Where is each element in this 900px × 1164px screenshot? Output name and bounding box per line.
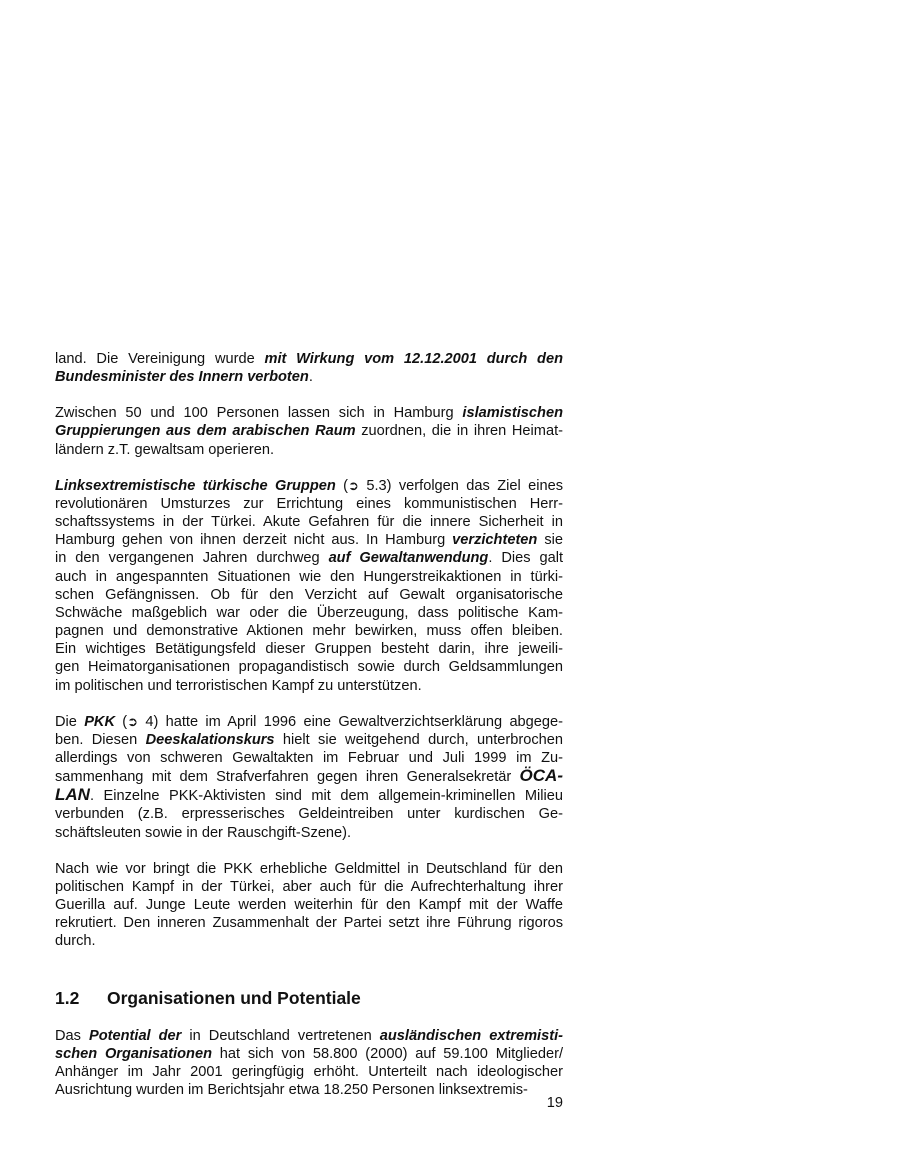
text-run: Zwischen 50 und 100 Personen lassen sich in bbox=[55, 405, 394, 422]
text-run: Schwäche maßgeblich war oder die Überzeugung, dass politische Kam- bbox=[55, 604, 563, 621]
text-run: zuordnen, die in ihren Heimat- bbox=[355, 423, 563, 440]
text-run: in Deutschland vertretenen bbox=[181, 1027, 380, 1044]
text-run: hielt sie weitgehend durch, unterbrochen bbox=[274, 731, 563, 748]
text-run: 4) hatte im April 1996 eine Gewaltverzichtserklärung abgege- bbox=[138, 713, 563, 730]
cross-reference-arrow-icon: ➲ bbox=[348, 477, 359, 493]
text-run: . bbox=[308, 369, 313, 386]
text-line bbox=[55, 805, 563, 823]
text-run: Hamburg bbox=[393, 405, 454, 422]
text-line bbox=[55, 549, 563, 567]
text-run: Anhänger im Jahr 2001 geringfügig erhöht. Unterteilt nach ideologischer bbox=[55, 1063, 563, 1080]
text-run: mit Wirkung vom 12.12.2001 durch den bbox=[264, 351, 563, 367]
text-line bbox=[55, 932, 563, 950]
text-run: schäftsleuten sowie in der Rauschgift-Szene). bbox=[55, 824, 352, 841]
text-line bbox=[55, 368, 563, 386]
text-run: auch in angespannten Situationen wie den Hungerstreikaktionen in türki- bbox=[55, 568, 563, 585]
text-run: Linksextremistische türkische Gruppen bbox=[55, 477, 336, 494]
text-run: sammenhang mit dem Strafverfahren gegen ihren Generalsekretär bbox=[55, 769, 520, 786]
text-run: verbunden (z.B. erpresserisches Geldeintreiben unter kurdischen Ge- bbox=[55, 806, 563, 823]
text-run: revolutionären Umsturzes zur Errichtung eines kommunistischen Herr- bbox=[55, 495, 563, 512]
body-text bbox=[55, 350, 563, 1117]
section-heading bbox=[55, 987, 563, 1009]
text-run: land. Die Vereinigung wurde bbox=[55, 351, 265, 367]
text-line bbox=[55, 1027, 563, 1045]
text-run: ( bbox=[115, 713, 128, 730]
text-line bbox=[55, 350, 563, 368]
text-run: . Dies galt bbox=[488, 550, 564, 567]
text-run: ausländischen extremisti- bbox=[379, 1027, 563, 1044]
text-run: Guerilla auf. Junge Leute werden weiterhin für den Kampf mit der Waffe bbox=[55, 897, 563, 914]
text-run: Ausrichtung wurden im Berichtsjahr etwa 18.250 Personen linksextremis- bbox=[55, 1082, 528, 1098]
text-line bbox=[55, 441, 563, 459]
text-line bbox=[55, 422, 563, 440]
paragraph-group bbox=[55, 1027, 563, 1100]
text-run: verzichteten bbox=[452, 532, 538, 549]
text-line bbox=[55, 713, 563, 731]
text-run: pagnen und demonstrative Aktionen mehr bewirken, muss offen bleiben. bbox=[55, 623, 563, 640]
text-line bbox=[55, 677, 563, 695]
paragraph bbox=[55, 350, 563, 386]
text-run: Gruppierungen aus dem arabischen Raum bbox=[55, 423, 356, 440]
text-run: rekrutiert. Den inneren Zusammenhalt der Partei setzt ihre Führung rigoros bbox=[55, 915, 563, 932]
text-run: im politischen und terroristischen Kampf zu unterstützen. bbox=[55, 677, 422, 694]
text-line bbox=[55, 658, 563, 676]
text-run: allerdings von schweren Gewaltakten im Februar und Juli 1999 im Zu- bbox=[55, 749, 563, 766]
text-run: politischen Kampf in der Türkei, aber auch für die Aufrechterhaltung ihrer bbox=[55, 878, 563, 895]
text-run: ( bbox=[335, 477, 349, 494]
text-run: ländern z.T. gewaltsam operieren. bbox=[55, 441, 275, 458]
text-run: Hamburg bbox=[55, 532, 116, 549]
text-line bbox=[55, 1045, 563, 1063]
text-line bbox=[55, 824, 563, 842]
text-run: in den vergangenen Jahren durchweg bbox=[55, 550, 329, 567]
text-line bbox=[55, 586, 563, 604]
paragraph bbox=[55, 477, 563, 695]
text-line bbox=[55, 860, 563, 878]
text-line bbox=[55, 896, 563, 914]
text-line bbox=[55, 404, 563, 422]
text-run: 59.100 bbox=[443, 1045, 488, 1062]
text-line bbox=[55, 1081, 563, 1099]
text-run: sie bbox=[537, 532, 563, 549]
text-run: schaftssystems in der Türkei. Akute Gefahren für die innere Sicherheit in bbox=[55, 514, 563, 531]
paragraph bbox=[55, 713, 563, 842]
text-line bbox=[55, 1063, 563, 1081]
paragraph bbox=[55, 860, 563, 951]
text-run: ÖCA- bbox=[519, 766, 563, 786]
text-run: Deeskalationskurs bbox=[145, 731, 275, 748]
text-run: islamistischen bbox=[462, 405, 563, 422]
text-run: Mitglieder/ bbox=[487, 1045, 564, 1062]
text-run: Potential der bbox=[88, 1027, 182, 1044]
section-number: 1.2 bbox=[55, 987, 80, 1008]
paragraph-group bbox=[55, 350, 563, 951]
text-line bbox=[55, 604, 563, 622]
text-line bbox=[55, 531, 563, 549]
text-line bbox=[55, 477, 563, 495]
text-line bbox=[55, 749, 563, 767]
text-line bbox=[55, 568, 563, 586]
text-run: Bundesminister des Innern verboten bbox=[55, 369, 309, 386]
text-line bbox=[55, 767, 563, 786]
text-run: Das bbox=[55, 1027, 89, 1044]
text-run: durch. bbox=[55, 933, 96, 950]
paragraph bbox=[55, 1027, 563, 1100]
text-run: hat sich von 58.800 (2000) auf bbox=[212, 1045, 444, 1062]
paragraph bbox=[55, 404, 563, 458]
section-title: Organisationen und Potentiale bbox=[107, 987, 361, 1008]
text-run: . Einzelne PKK-Aktivisten sind mit dem allgemein-kriminellen Milieu bbox=[89, 788, 563, 805]
text-line bbox=[55, 878, 563, 896]
text-run: gehen von ihnen derzeit nicht aus. In Hamburg bbox=[115, 532, 453, 549]
text-run: schen Gefängnissen. Ob für den Verzicht auf Gewalt organisatorische bbox=[55, 586, 563, 603]
text-run: Ein wichtiges Betätigungsfeld dieser Gruppen besteht darin, ihre jeweili- bbox=[55, 641, 563, 658]
text-run: ben. Diesen bbox=[55, 731, 146, 748]
text-run: schen Organisationen bbox=[55, 1045, 212, 1062]
text-run: Die bbox=[55, 713, 85, 730]
text-line bbox=[55, 513, 563, 531]
text-line bbox=[55, 786, 563, 805]
text-run: Nach wie vor bringt die PKK erhebliche Geldmittel in Deutschland für den bbox=[55, 860, 563, 877]
text-line bbox=[55, 640, 563, 658]
page-number: 19 bbox=[546, 1095, 563, 1111]
text-line bbox=[55, 914, 563, 932]
text-line bbox=[55, 731, 563, 749]
cross-reference-arrow-icon: ➲ bbox=[127, 713, 139, 729]
text-line bbox=[55, 495, 563, 513]
text-run: gen Heimatorganisationen propagandistisch sowie durch Geldsammlungen bbox=[55, 659, 563, 676]
text-line bbox=[55, 622, 563, 640]
text-run: LAN bbox=[55, 785, 90, 805]
text-run: 5.3) verfolgen das Ziel eines bbox=[358, 477, 563, 494]
text-run: auf Gewaltanwendung bbox=[328, 550, 489, 567]
text-run: PKK bbox=[84, 713, 115, 730]
